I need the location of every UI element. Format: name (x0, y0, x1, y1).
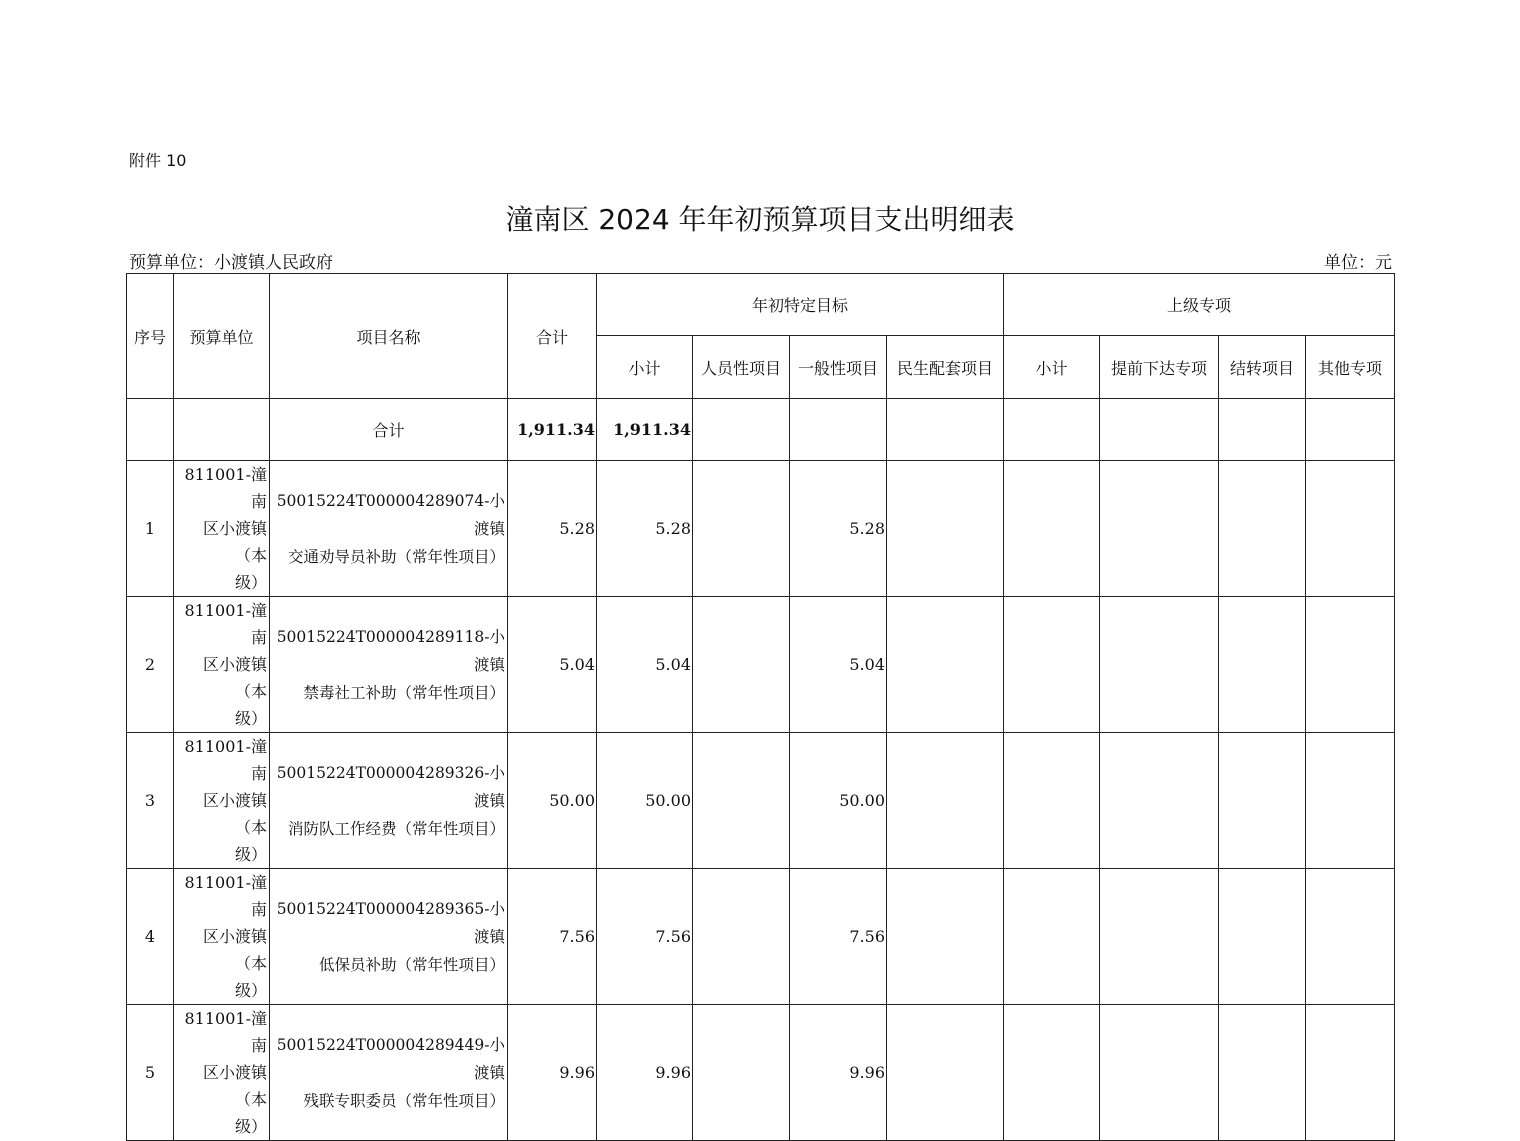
row-seq: 1 (127, 461, 174, 597)
unit-line: 811001-潼南 (184, 737, 267, 783)
header-general: 一般性项目 (790, 336, 887, 399)
row-unit (174, 869, 270, 1005)
cell (1306, 1005, 1395, 1141)
project-line: 50015224T000004289118-小渡镇 (276, 627, 505, 674)
cell (887, 869, 1004, 1005)
row-general: 7.56 (790, 869, 887, 1005)
cell (1219, 733, 1306, 869)
row-subtotal: 7.56 (597, 869, 693, 1005)
cell (1219, 399, 1306, 461)
cell (1219, 461, 1306, 597)
unit-line: 区小渡镇（本 (202, 519, 267, 565)
cell (1219, 1005, 1306, 1141)
unit-line: 区小渡镇（本 (202, 927, 267, 973)
row-project (270, 869, 508, 1005)
cell (693, 733, 790, 869)
row-subtotal: 9.96 (597, 1005, 693, 1141)
project-line: 低保员补助（常年性项目） (318, 955, 505, 974)
row-project (270, 461, 508, 597)
row-seq: 3 (127, 733, 174, 869)
table-row (127, 461, 1395, 597)
row-unit (174, 1005, 270, 1141)
table-row (127, 1005, 1395, 1141)
row-unit (174, 597, 270, 733)
cell (1219, 869, 1306, 1005)
cell (1100, 1005, 1219, 1141)
cell (693, 869, 790, 1005)
project-line: 交通劝导员补助（常年性项目） (287, 547, 505, 566)
cell (693, 597, 790, 733)
table-row (127, 869, 1395, 1005)
row-total: 9.96 (508, 1005, 597, 1141)
cell (887, 597, 1004, 733)
header-other: 其他专项 (1306, 336, 1395, 399)
header-personnel: 人员性项目 (693, 336, 790, 399)
cell (1306, 461, 1395, 597)
total-row (127, 399, 1395, 461)
row-total: 50.00 (508, 733, 597, 869)
row-project (270, 733, 508, 869)
row-general: 9.96 (790, 1005, 887, 1141)
cell (1100, 869, 1219, 1005)
header-superior-subtotal: 小计 (1004, 336, 1100, 399)
header-unit: 预算单位 (174, 274, 270, 399)
cell (1306, 399, 1395, 461)
cell (1004, 1005, 1100, 1141)
cell (1306, 733, 1395, 869)
unit-line: 级） (234, 845, 267, 864)
project-line: 残联专职委员（常年性项目） (303, 1091, 505, 1110)
cell (1219, 597, 1306, 733)
row-seq: 2 (127, 597, 174, 733)
cell (1100, 461, 1219, 597)
unit-line: 811001-潼南 (184, 465, 267, 511)
budget-unit-label: 预算单位：小渡镇人民政府 (129, 253, 333, 273)
row-total: 5.28 (508, 461, 597, 597)
cell (1306, 597, 1395, 733)
unit-line: 811001-潼南 (184, 1009, 267, 1055)
unit-line: 区小渡镇（本 (202, 791, 267, 837)
row-subtotal: 50.00 (597, 733, 693, 869)
header-subtotal: 小计 (597, 336, 693, 399)
header-advance: 提前下达专项 (1100, 336, 1219, 399)
project-line: 50015224T000004289074-小渡镇 (276, 491, 505, 538)
header-carryover: 结转项目 (1219, 336, 1306, 399)
row-subtotal: 5.28 (597, 461, 693, 597)
cell (693, 461, 790, 597)
unit-line: 区小渡镇（本 (202, 655, 267, 701)
unit-line: 811001-潼南 (184, 601, 267, 647)
cell (1004, 869, 1100, 1005)
cell (693, 1005, 790, 1141)
row-project (270, 1005, 508, 1141)
row-seq: 4 (127, 869, 174, 1005)
page-title: 潼南区 2024 年年初预算项目支出明细表 (505, 203, 1015, 236)
cell (1004, 733, 1100, 869)
project-line: 50015224T000004289449-小渡镇 (276, 1035, 505, 1082)
cell (1100, 597, 1219, 733)
cell (1004, 597, 1100, 733)
project-line: 50015224T000004289365-小渡镇 (276, 899, 505, 946)
unit-line: 级） (234, 981, 267, 1000)
header-project: 项目名称 (270, 274, 508, 399)
cell (887, 1005, 1004, 1141)
table-row (127, 597, 1395, 733)
cell (1306, 869, 1395, 1005)
row-general: 50.00 (790, 733, 887, 869)
cell (127, 399, 174, 461)
cell (790, 399, 887, 461)
project-line: 50015224T000004289326-小渡镇 (276, 763, 505, 810)
cell (1004, 461, 1100, 597)
unit-line: 区小渡镇（本 (202, 1063, 267, 1109)
project-line: 禁毒社工补助（常年性项目） (303, 683, 505, 702)
currency-unit-label: 单位：元 (1324, 253, 1392, 273)
attachment-label: 附件 10 (129, 151, 187, 170)
cell (1100, 399, 1219, 461)
cell (1004, 399, 1100, 461)
header-row-1 (127, 274, 1395, 336)
cell (887, 399, 1004, 461)
cell (174, 399, 270, 461)
cell (693, 399, 790, 461)
row-project (270, 597, 508, 733)
unit-line: 级） (234, 1117, 267, 1136)
project-line: 消防队工作经费（常年性项目） (287, 819, 505, 838)
row-seq: 5 (127, 1005, 174, 1141)
cell (887, 461, 1004, 597)
header-group-superior: 上级专项 (1004, 274, 1395, 336)
unit-line: 811001-潼南 (184, 873, 267, 919)
table-row (127, 733, 1395, 869)
unit-line: 级） (234, 573, 267, 592)
row-total: 7.56 (508, 869, 597, 1005)
row-unit (174, 733, 270, 869)
budget-table (126, 273, 1395, 1141)
total-row-total: 1,911.34 (508, 399, 597, 461)
header-total: 合计 (508, 274, 597, 399)
cell (1100, 733, 1219, 869)
header-group-initial: 年初特定目标 (597, 274, 1004, 336)
total-row-label: 合计 (270, 399, 508, 461)
unit-line: 级） (234, 709, 267, 728)
total-row-subtotal: 1,911.34 (597, 399, 693, 461)
header-seq: 序号 (127, 274, 174, 399)
row-unit (174, 461, 270, 597)
row-total: 5.04 (508, 597, 597, 733)
cell (887, 733, 1004, 869)
row-general: 5.04 (790, 597, 887, 733)
row-subtotal: 5.04 (597, 597, 693, 733)
header-livelihood: 民生配套项目 (887, 336, 1004, 399)
row-general: 5.28 (790, 461, 887, 597)
